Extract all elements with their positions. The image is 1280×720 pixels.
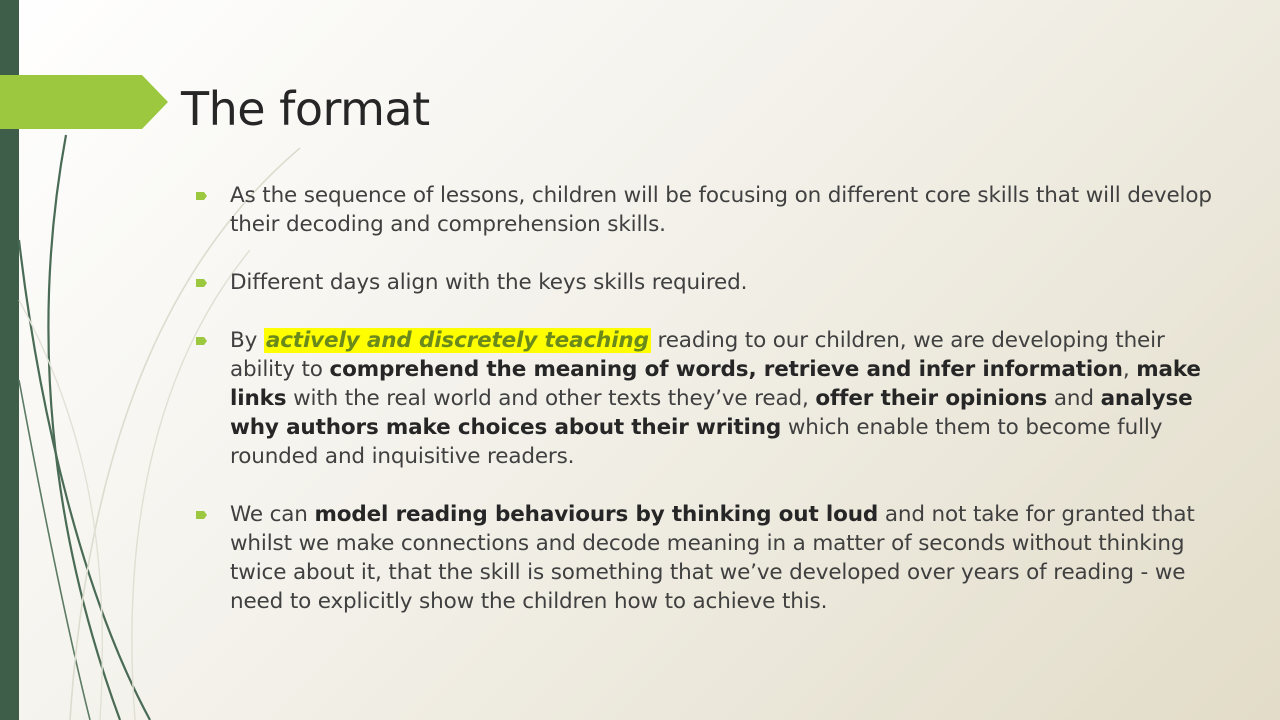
- bullet-text: [230, 181, 1216, 239]
- bullet-item: [196, 500, 1216, 616]
- bullet-list: [196, 181, 1216, 645]
- slide-title: The format: [181, 82, 430, 136]
- text-run: reading to our children, we are developing their ability to: [230, 328, 1165, 382]
- text-run: which enable them to become fully rounded and inquisitive readers.: [230, 415, 1163, 469]
- bullet-item: [196, 326, 1216, 471]
- bold-phrase: analyse why authors make choices about their writing: [230, 386, 1193, 440]
- bullet-text: [230, 326, 1216, 471]
- text-run: and: [1047, 386, 1101, 411]
- bullet-text: [230, 500, 1216, 616]
- text-run: As the sequence of lessons, children will be focusing on different core skills that will develop their decoding and comprehension skills.: [230, 183, 1212, 237]
- arrow-bullet-icon: [196, 336, 208, 346]
- arrow-bullet-icon: [196, 278, 208, 288]
- text-run: Different days align with the keys skills required.: [230, 270, 748, 295]
- bullet-item: [196, 181, 1216, 239]
- highlighted-phrase: actively and discretely teaching: [265, 328, 649, 353]
- arrow-bullet-icon: [196, 191, 208, 201]
- text-run: By: [230, 328, 264, 353]
- bold-phrase: model reading behaviours by thinking out loud: [314, 502, 879, 527]
- bold-phrase: make links: [230, 357, 1201, 411]
- text-run: with the real world and other texts they’ve read,: [286, 386, 816, 411]
- text-run: and not take for granted that whilst we make connections and decode meaning in a matter of seconds without thinking twice about it, that the skill is something that we’ve developed over years of reading - we need to explicitly show the children how to achieve this.: [230, 502, 1195, 614]
- bullet-item: [196, 268, 1216, 297]
- bold-phrase: comprehend the meaning of words, retrieve and infer information: [329, 357, 1123, 382]
- bold-phrase: offer their opinions: [815, 386, 1048, 411]
- arrow-bullet-icon: [196, 510, 208, 520]
- text-run: ,: [1122, 357, 1137, 382]
- bullet-text: [230, 268, 1216, 297]
- text-run: We can: [230, 502, 315, 527]
- title-arrow-icon: [0, 75, 170, 129]
